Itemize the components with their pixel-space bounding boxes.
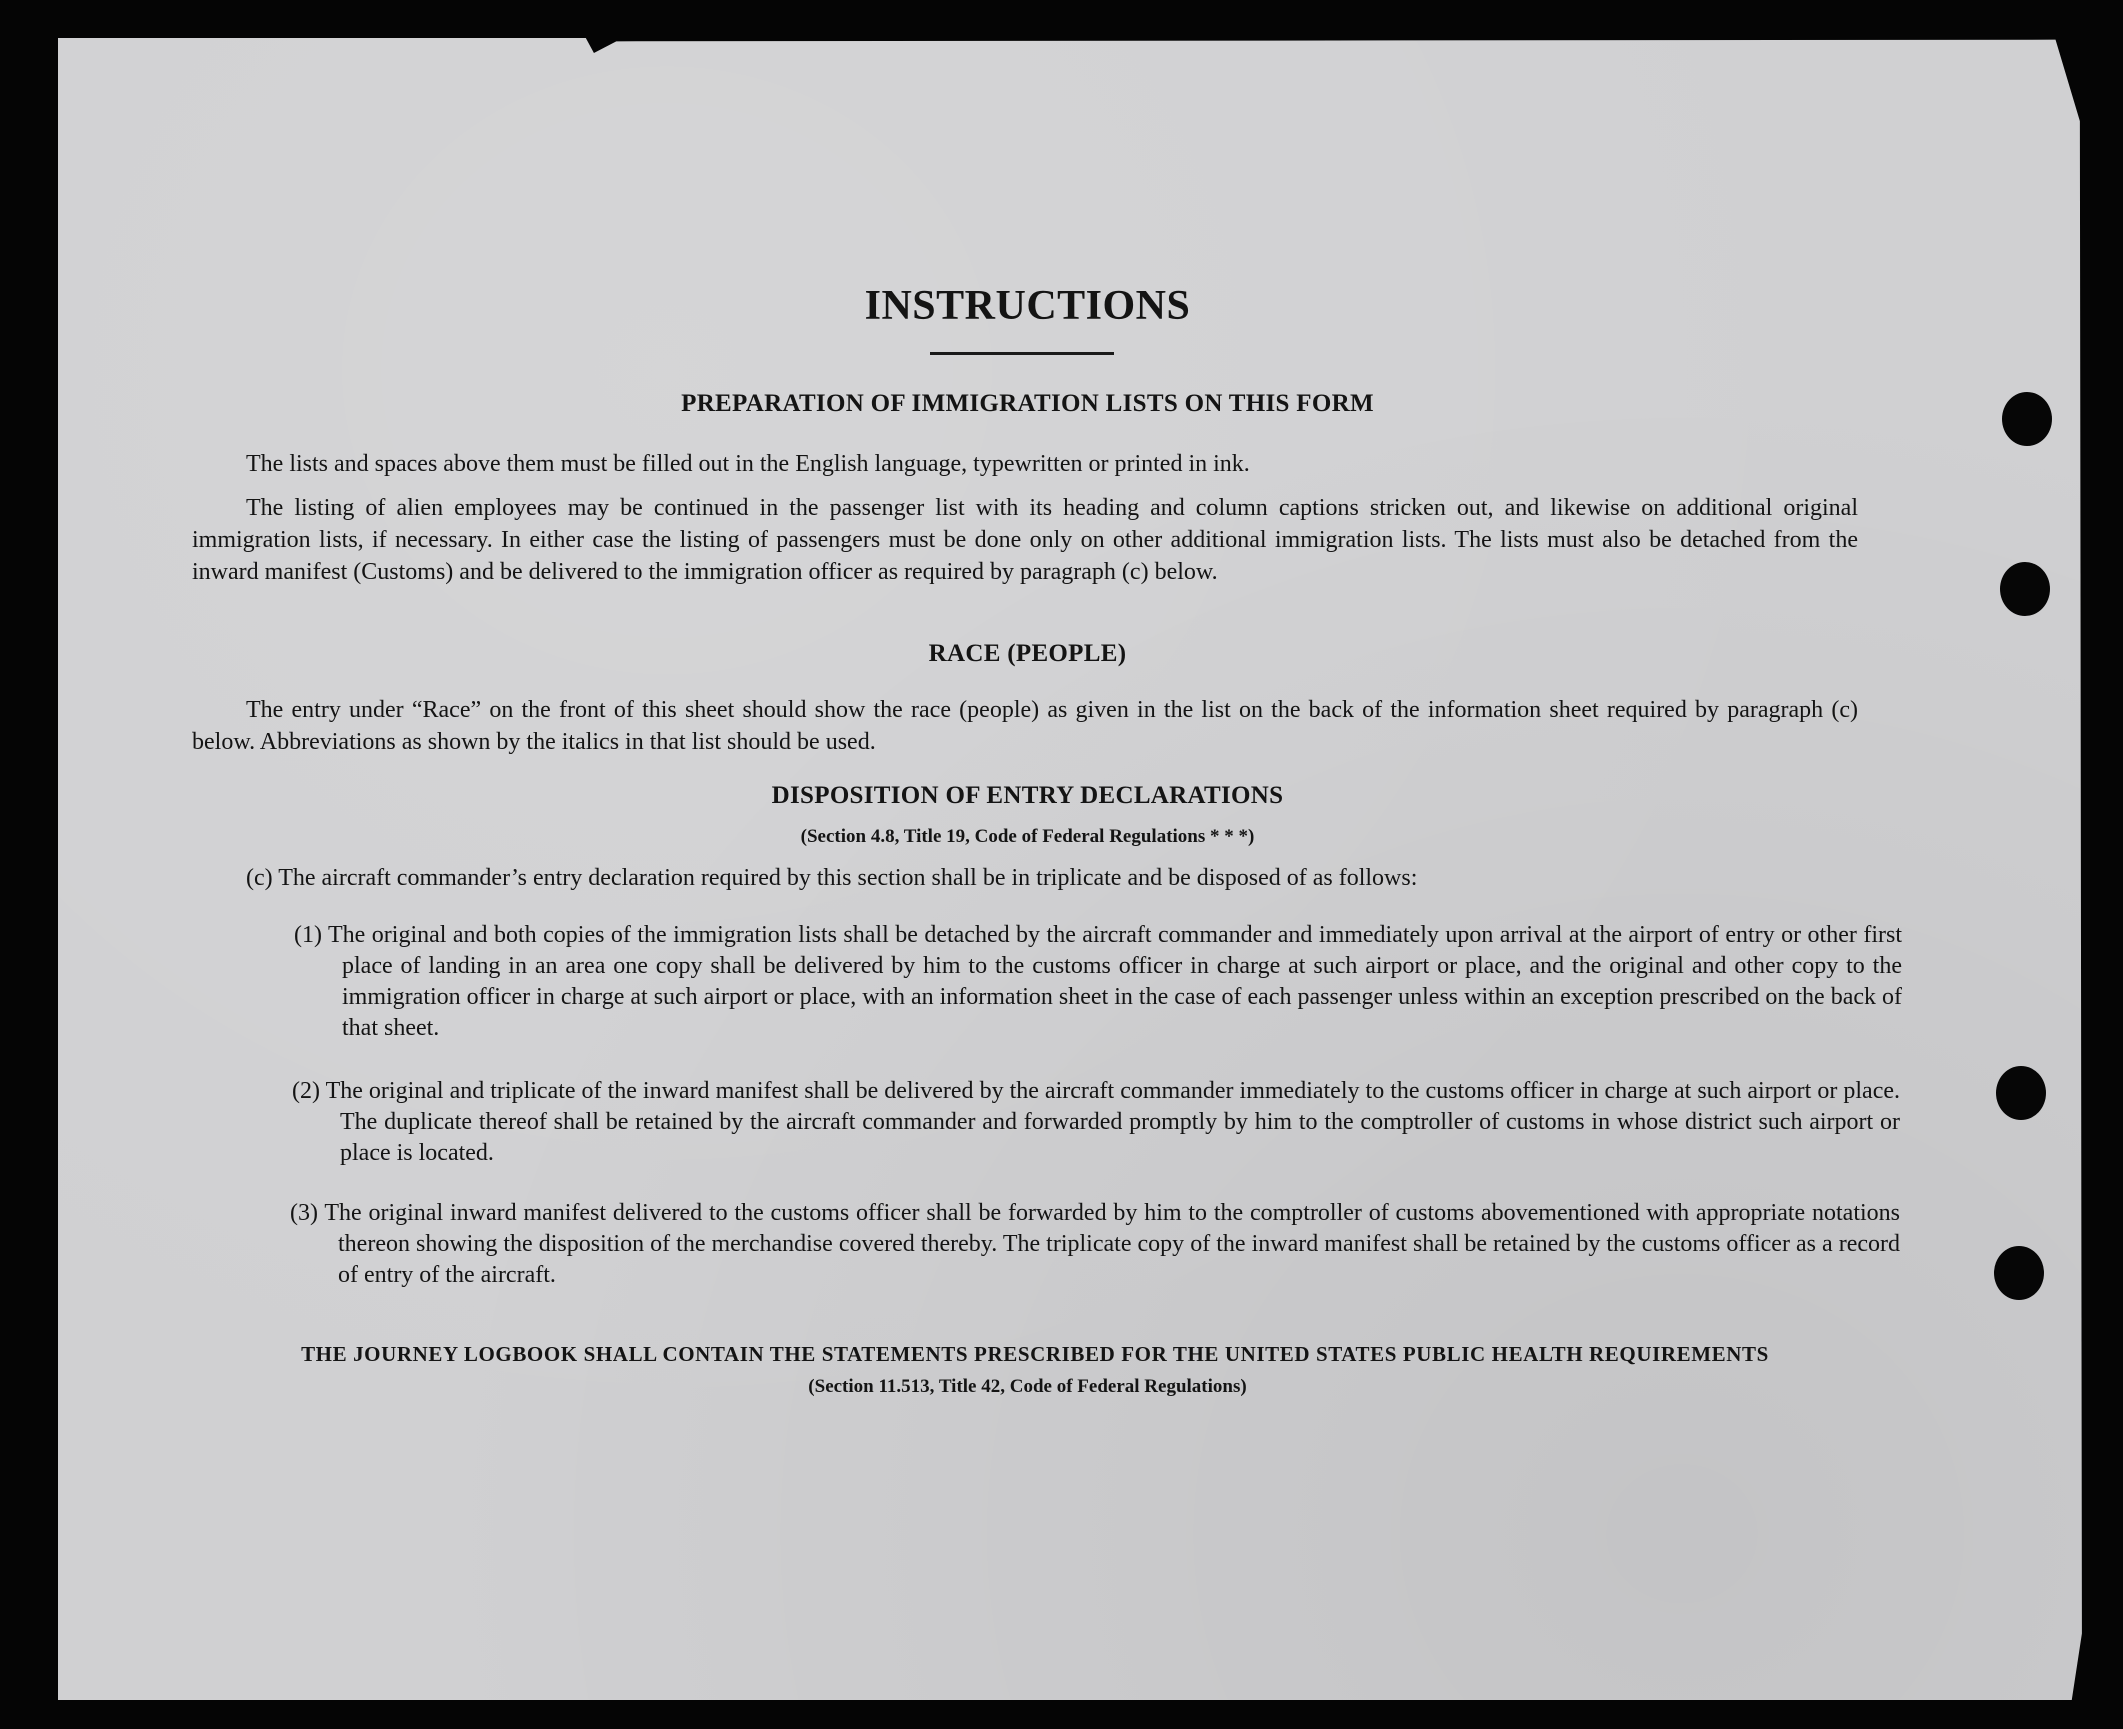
disposition-item-1: (1) The original and both copies of the immigration lists shall be detached by the aircraft commander and immediately upon arrival at the airport of entry or other first place of landing in an area one copy shall be delivered by him to the customs officer in charge at such airport or place, and the original and other copy to the immigration officer in charge at such airport or place, with an information sheet in the case of each passenger unless within an exception prescribed on the back of that sheet. [294,922,1902,1041]
disposition-citation: (Section 4.8, Title 19, Code of Federal Regulations * * *) [800,826,1255,847]
disposition-item-2: (2) The original and triplicate of the inward manifest shall be delivered by the aircraft commander immediately to the customs officer in charge at such airport or place. The duplicate thereof shall be retained by the aircraft commander and forwarded promptly by him to the comptroller of customs in whose district such airport or place is located. [292,1078,1900,1166]
race-heading: RACE (PEOPLE) [928,640,1127,667]
disposition-item-3: (3) The original inward manifest delivered to the customs officer shall be forwarded by him to the comptroller of customs abovementioned with appropriate notations thereon showing the disposition of the merchandise covered thereby. The triplicate copy of the inward manifest shall be retained by the customs officer as a record of entry of the aircraft. [290,1200,1900,1288]
preparation-paragraph-2: The listing of alien employees may be continued in the passenger list with its heading and column captions stricken out, and likewise on additional original immigration lists, if necessary. In either case the listing of passengers must be done only on other additional immigration lists. The lists must also be detached from the inward manifest (Customs) and be delivered to the immigration officer as required by paragraph (c) below. [192,495,1858,585]
preparation-heading: PREPARATION OF IMMIGRATION LISTS ON THIS FORM [681,390,1374,417]
public-health-statement: THE JOURNEY LOGBOOK SHALL CONTAIN THE STATEMENTS PRESCRIBED FOR THE UNITED STATES PUBLIC HEALTH REQUIREMENTS [301,1342,1769,1366]
page-title: INSTRUCTIONS [864,283,1191,329]
public-health-citation: (Section 11.513, Title 42, Code of Federal Regulations) [808,1376,1247,1397]
disposition-heading: DISPOSITION OF ENTRY DECLARATIONS [771,782,1284,809]
preparation-paragraph-1: The lists and spaces above them must be filled out in the English language, typewritten or printed in ink. [246,451,1250,477]
disposition-intro: (c) The aircraft commander’s entry declaration required by this section shall be in triplicate and be disposed of as follows: [246,865,1418,891]
title-underline [930,352,1114,355]
race-paragraph: The entry under “Race” on the front of this sheet should show the race (people) as given in the list on the back of the information sheet required by paragraph (c) below. Abbreviations as shown by the italics in that list should be used. [192,697,1858,755]
